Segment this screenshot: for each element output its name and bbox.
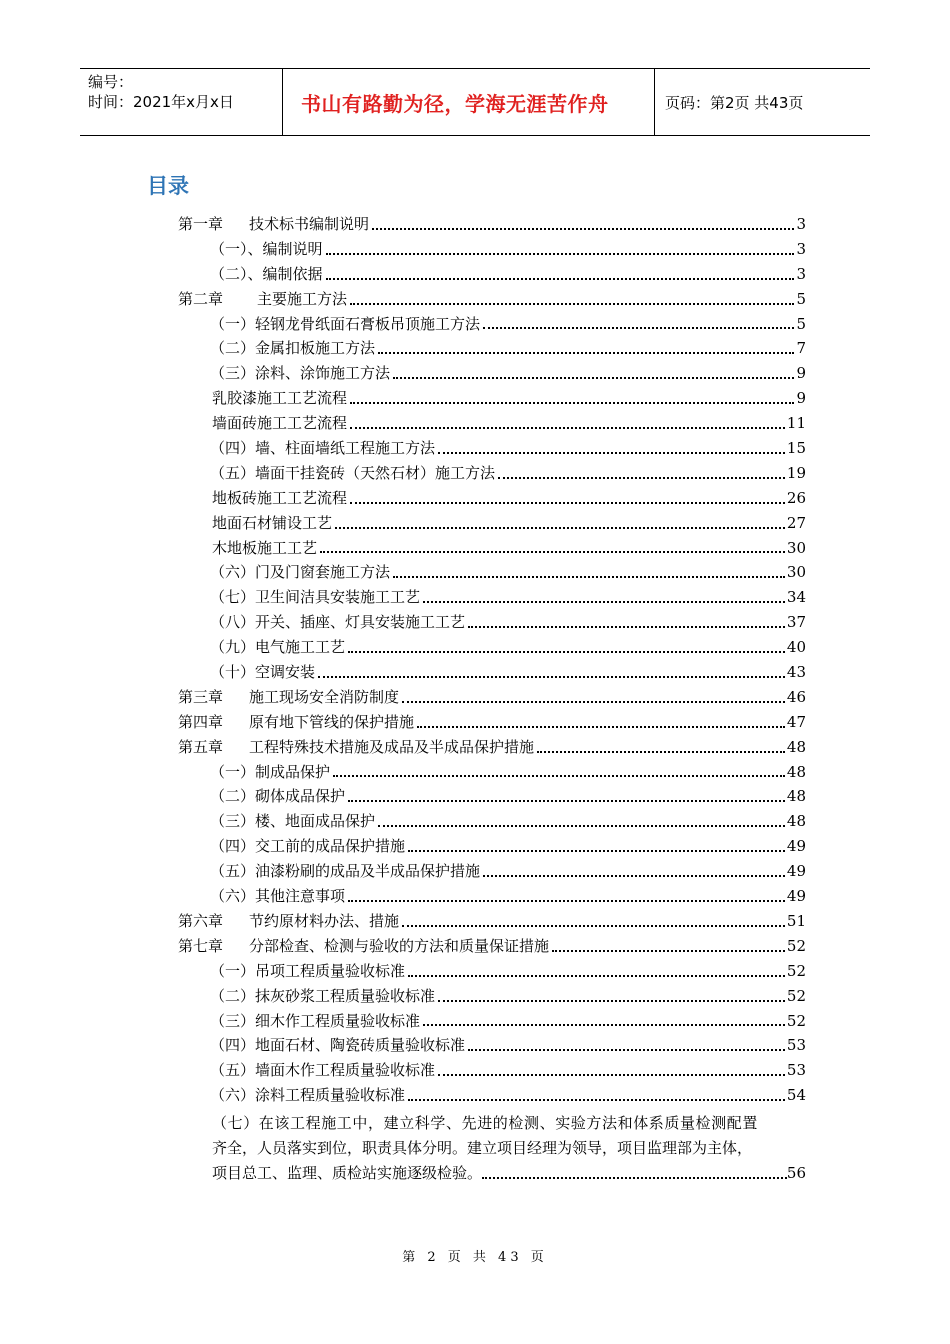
toc-page-number: 26 bbox=[786, 488, 806, 507]
toc-dot-leader bbox=[483, 874, 785, 877]
toc-page-number: 40 bbox=[786, 638, 806, 657]
toc-page-number: 46 bbox=[786, 687, 806, 706]
toc-page-number: 52 bbox=[786, 936, 806, 955]
toc-dot-leader bbox=[468, 1048, 785, 1051]
toc-page-number: 34 bbox=[786, 588, 806, 607]
toc-entry-title: （五）墙面干挂瓷砖（天然石材）施工方法 bbox=[210, 463, 496, 482]
toc-page-number: 3 bbox=[796, 239, 806, 258]
toc-entry[interactable] bbox=[0, 386, 806, 411]
toc-dot-leader bbox=[402, 924, 785, 927]
toc-dot-leader bbox=[350, 302, 794, 305]
toc-dot-leader bbox=[482, 1176, 787, 1179]
toc-page-number: 48 bbox=[786, 812, 806, 831]
toc-dot-leader bbox=[423, 1023, 785, 1026]
toc-entry-title: （五）油漆粉刷的成品及半成品保护措施 bbox=[210, 862, 481, 881]
toc-entry-title: （二）砌体成品保护 bbox=[210, 787, 346, 806]
toc-page-number: 30 bbox=[786, 538, 806, 557]
toc-entry-title: （七）卫生间洁具安装施工工艺 bbox=[210, 588, 421, 607]
toc-page-number: 7 bbox=[796, 339, 806, 358]
page-footer: 第 2 页 共 43 页 bbox=[402, 1250, 548, 1265]
toc-page-number: 47 bbox=[786, 712, 806, 731]
toc-dot-leader bbox=[423, 600, 785, 603]
toc-chapter-number: 第四章 bbox=[178, 712, 224, 731]
toc-entry-line: 齐全，人员落实到位，职责具体分明。建立项目经理为领导，项目监理部为主体， bbox=[212, 1139, 753, 1158]
toc-entry-title: （三）细木作工程质量验收标准 bbox=[210, 1011, 421, 1030]
toc-dot-leader bbox=[408, 974, 785, 977]
toc-entry[interactable] bbox=[0, 411, 806, 436]
toc-page-number: 30 bbox=[786, 563, 806, 582]
toc-entry-title: （十）空调安装 bbox=[210, 663, 316, 682]
toc-entry-title: 施工现场安全消防制度 bbox=[249, 687, 400, 706]
toc-page-number: 54 bbox=[786, 1086, 806, 1105]
toc-entry-title: 分部检查、检测与验收的方法和质量保证措施 bbox=[249, 936, 550, 955]
toc-entry-title: 地面石材铺设工艺 bbox=[212, 513, 333, 532]
toc-dot-leader bbox=[468, 625, 785, 628]
toc-page-number: 27 bbox=[786, 513, 806, 532]
toc-page-number: 48 bbox=[786, 762, 806, 781]
toc-entry[interactable] bbox=[0, 760, 806, 785]
toc-dot-leader bbox=[348, 899, 785, 902]
toc-entry[interactable] bbox=[0, 511, 806, 536]
toc-entry[interactable] bbox=[0, 635, 806, 660]
toc-entry-line: （七）在该工程施工中，建立科学、先进的检测、实验方法和体系质量检测配置 bbox=[212, 1114, 759, 1133]
toc-entry-title: （三）涂料、涂饰施工方法 bbox=[210, 364, 391, 383]
toc-entry-title: 主要施工方法 bbox=[257, 289, 348, 308]
toc-entry[interactable] bbox=[0, 1058, 806, 1083]
toc-entry[interactable] bbox=[0, 660, 806, 685]
toc-entry-title: （四）地面石材、陶瓷砖质量验收标准 bbox=[210, 1036, 466, 1055]
page-header bbox=[80, 68, 870, 136]
toc-page-number: 49 bbox=[786, 887, 806, 906]
header-meta bbox=[80, 69, 283, 135]
toc-page-number: 43 bbox=[786, 663, 806, 682]
toc-entry-title: （二）金属扣板施工方法 bbox=[210, 339, 376, 358]
toc-entry[interactable] bbox=[0, 710, 806, 735]
toc-page-number: 56 bbox=[786, 1164, 806, 1183]
toc-page-number: 9 bbox=[796, 364, 806, 383]
toc-dot-leader bbox=[537, 750, 785, 753]
toc-dot-leader bbox=[438, 1073, 785, 1076]
toc-chapter-number: 第五章 bbox=[178, 737, 224, 756]
toc-chapter-number: 第三章 bbox=[178, 687, 224, 706]
toc-entry[interactable] bbox=[0, 984, 806, 1009]
toc-page-number: 52 bbox=[786, 1011, 806, 1030]
toc-entry-title: 乳胶漆施工工艺流程 bbox=[212, 389, 348, 408]
toc-page-number: 52 bbox=[786, 961, 806, 980]
header-page-info: 页码：第2页 共43页 bbox=[665, 93, 804, 112]
toc-entry[interactable] bbox=[0, 461, 806, 486]
toc-entry[interactable] bbox=[0, 834, 806, 859]
toc-entry[interactable] bbox=[0, 859, 806, 884]
toc-entry[interactable] bbox=[0, 884, 806, 909]
toc-entry[interactable] bbox=[0, 1009, 806, 1034]
toc-dot-leader bbox=[393, 376, 794, 379]
toc-entry[interactable] bbox=[0, 610, 806, 635]
toc-dot-leader bbox=[326, 252, 795, 255]
toc-entry-title: 工程特殊技术措施及成品及半成品保护措施 bbox=[249, 737, 535, 756]
toc-page-number: 19 bbox=[786, 463, 806, 482]
toc-page-number: 49 bbox=[786, 862, 806, 881]
toc-entry[interactable] bbox=[0, 685, 806, 710]
toc-entry-title: 节约原材料办法、措施 bbox=[249, 911, 400, 930]
toc-entry[interactable] bbox=[0, 336, 806, 361]
toc-entry[interactable] bbox=[0, 809, 806, 834]
toc-entry-title: （四）墙、柱面墙纸工程施工方法 bbox=[210, 439, 436, 458]
toc-entry-title: （二）抹灰砂浆工程质量验收标准 bbox=[210, 986, 436, 1005]
toc-page-number: 49 bbox=[786, 837, 806, 856]
toc-entry-title: （八）开关、插座、灯具安装施工工艺 bbox=[210, 613, 466, 632]
toc-entry[interactable] bbox=[0, 486, 806, 511]
toc-entry-title: （三）楼、地面成品保护 bbox=[210, 812, 376, 831]
toc-page-number: 5 bbox=[796, 314, 806, 333]
toc-entry[interactable] bbox=[0, 262, 806, 287]
toc-entry[interactable] bbox=[0, 536, 806, 561]
toc-dot-leader bbox=[393, 575, 785, 578]
toc-entry[interactable] bbox=[0, 287, 806, 312]
toc-page-number: 37 bbox=[786, 613, 806, 632]
toc-dot-leader bbox=[350, 401, 794, 404]
toc-page-number: 3 bbox=[796, 215, 806, 233]
toc-dot-leader bbox=[438, 451, 785, 454]
toc-dot-leader bbox=[408, 1098, 785, 1101]
toc-entry-lastline bbox=[212, 1161, 806, 1186]
toc-dot-leader bbox=[326, 277, 795, 280]
toc-page-number: 48 bbox=[786, 787, 806, 806]
toc-page-number: 11 bbox=[786, 414, 806, 433]
toc-dot-leader bbox=[372, 227, 794, 230]
toc-dot-leader bbox=[348, 799, 785, 802]
toc-entry[interactable] bbox=[0, 1033, 806, 1058]
toc-entry-title: （四）交工前的成品保护措施 bbox=[210, 837, 406, 856]
toc-chapter-number: 第七章 bbox=[178, 936, 224, 955]
toc-entry[interactable] bbox=[0, 560, 806, 585]
toc-entry-title: （六）其他注意事项 bbox=[210, 887, 346, 906]
toc-dot-leader bbox=[408, 849, 785, 852]
toc-dot-leader bbox=[438, 999, 785, 1002]
toc-entry[interactable] bbox=[0, 909, 806, 934]
toc-entry[interactable] bbox=[0, 312, 806, 337]
toc-entry-title: （九）电气施工工艺 bbox=[210, 638, 346, 657]
toc-dot-leader bbox=[350, 426, 785, 429]
toc-entry-title: （二）、编制依据 bbox=[210, 264, 323, 283]
toc-entry-line: 项目总工、监理、质检站实施逐级检验。 bbox=[212, 1164, 483, 1183]
toc-page-number: 53 bbox=[786, 1036, 806, 1055]
toc-entry-title: （一）轻钢龙骨纸面石膏板吊顶施工方法 bbox=[210, 314, 481, 333]
toc-entry[interactable] bbox=[0, 237, 806, 262]
toc-page-number: 48 bbox=[786, 737, 806, 756]
toc-dot-leader bbox=[333, 774, 785, 777]
toc-chapter-number: 第二章 bbox=[178, 289, 224, 308]
toc-entry-title: （六）门及门窗套施工方法 bbox=[210, 563, 391, 582]
toc-entry[interactable] bbox=[0, 1083, 806, 1108]
toc-page-number: 9 bbox=[796, 389, 806, 408]
document-date: 时间：2021年x月x日 bbox=[88, 93, 234, 111]
toc-page-number: 3 bbox=[796, 264, 806, 283]
document-number-label: 编号： bbox=[88, 73, 134, 91]
toc-dot-leader bbox=[350, 501, 785, 504]
toc-dot-leader bbox=[318, 675, 785, 678]
toc-page-number: 53 bbox=[786, 1061, 806, 1080]
toc-page-number: 15 bbox=[786, 439, 806, 458]
toc-entry-title: （六）涂料工程质量验收标准 bbox=[210, 1086, 406, 1105]
toc-entry-title: （一）、编制说明 bbox=[210, 239, 323, 258]
toc-dot-leader bbox=[552, 949, 785, 952]
toc-entry-title: 墙面砖施工工艺流程 bbox=[212, 414, 348, 433]
toc-dot-leader bbox=[498, 476, 785, 479]
header-motto: 书山有路勤为径，学海无涯苦作舟 bbox=[283, 69, 655, 135]
toc-page-number: 52 bbox=[786, 986, 806, 1005]
toc-entry[interactable] bbox=[0, 212, 806, 237]
toc-entry[interactable] bbox=[0, 361, 806, 386]
toc-dot-leader bbox=[320, 550, 785, 553]
toc-entry-title: （五）墙面木作工程质量验收标准 bbox=[210, 1061, 436, 1080]
toc-entry-title: 木地板施工工艺 bbox=[212, 538, 318, 557]
toc-dot-leader bbox=[417, 725, 785, 728]
toc-entry-title: 原有地下管线的保护措施 bbox=[249, 712, 415, 731]
toc-chapter-number: 第一章 bbox=[178, 215, 224, 233]
toc-dot-leader bbox=[348, 650, 785, 653]
toc-dot-leader bbox=[483, 326, 794, 329]
toc-entry[interactable] bbox=[0, 959, 806, 984]
toc-entry[interactable] bbox=[0, 436, 806, 461]
toc-entry[interactable] bbox=[0, 585, 806, 610]
toc-page-number: 51 bbox=[786, 911, 806, 930]
table-of-contents bbox=[0, 212, 950, 1186]
toc-dot-leader bbox=[378, 824, 785, 827]
toc-title: 目录 bbox=[147, 174, 189, 198]
toc-entry[interactable] bbox=[0, 735, 806, 760]
toc-entry[interactable] bbox=[0, 784, 806, 809]
toc-entry-title: （一）制成品保护 bbox=[210, 762, 331, 781]
toc-chapter-number: 第六章 bbox=[178, 911, 224, 930]
toc-dot-leader bbox=[378, 351, 794, 354]
toc-dot-leader bbox=[335, 526, 785, 529]
toc-dot-leader bbox=[402, 700, 785, 703]
toc-entry[interactable] bbox=[0, 934, 806, 959]
toc-entry-title: 技术标书编制说明 bbox=[249, 215, 370, 233]
toc-entry-title: 地板砖施工工艺流程 bbox=[212, 488, 348, 507]
toc-page-number: 5 bbox=[796, 289, 806, 308]
toc-entry-title: （一）吊项工程质量验收标准 bbox=[210, 961, 406, 980]
toc-entry-multiline[interactable] bbox=[0, 1108, 950, 1186]
